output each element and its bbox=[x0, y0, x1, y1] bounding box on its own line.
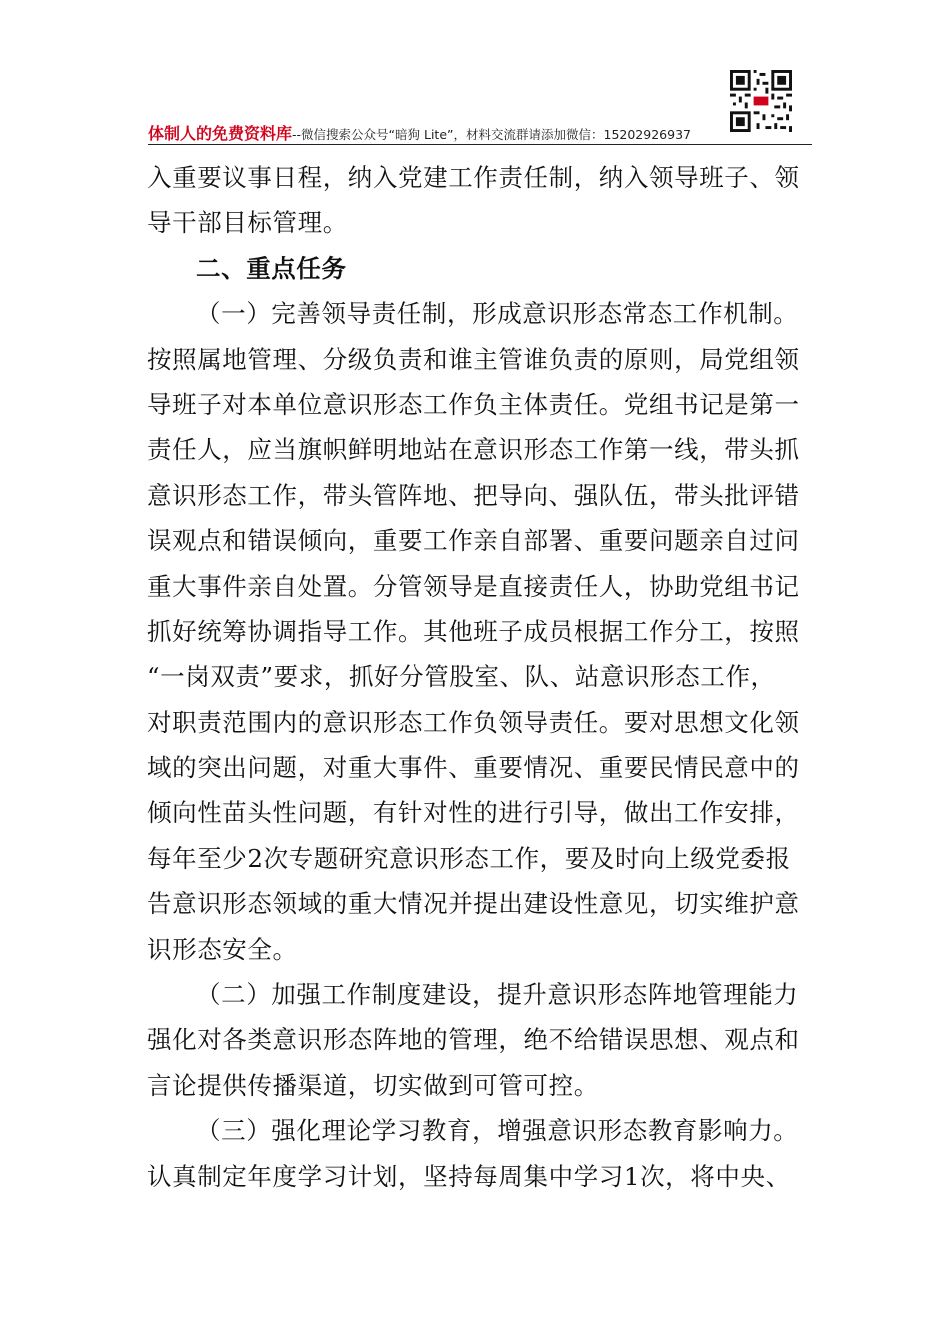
body-line: 入重要议事日程，纳入党建工作责任制，纳入领导班子、领 bbox=[147, 163, 800, 192]
subsection-title: （二）加强工作制度建设，提升意识形态阵地管理能力 bbox=[196, 980, 799, 1010]
body-line: 抓好统筹协调指导工作。其他班子成员根据工作分工，按照 bbox=[147, 616, 800, 646]
body-line: 意识形态工作，带头管阵地、把导向、强队伍，带头批评错 bbox=[147, 480, 800, 510]
brand-title: 体制人的免费资料库 bbox=[148, 124, 293, 143]
body-line: “一岗双责”要求，抓好分管股室、队、站意识形态工作， bbox=[147, 662, 776, 692]
subsection-title: （一）完善领导责任制，形成意识形态常态工作机制。 bbox=[196, 299, 799, 329]
body-line: 认真制定年度学习计划，坚持每周集中学习1次，将中央、 bbox=[147, 1161, 791, 1191]
header-subtitle: --微信搜索公众号“暗狗 Lite”，材料交流群请添加微信：15202926937 bbox=[292, 127, 691, 142]
body-line: 对职责范围内的意识形态工作负领导责任。要对思想文化领 bbox=[147, 707, 800, 737]
body-line: 言论提供传播渠道，切实做到可管可控。 bbox=[147, 1070, 599, 1100]
body-line: 导班子对本单位意识形态工作负主体责任。党组书记是第一 bbox=[147, 389, 800, 419]
body-line: 倾向性苗头性问题，有针对性的进行引导，做出工作安排， bbox=[147, 798, 800, 828]
subsection-title: （三）强化理论学习教育，增强意识形态教育影响力。 bbox=[196, 1116, 799, 1146]
body-line: 按照属地管理、分级负责和谁主管谁负责的原则，局党组领 bbox=[147, 344, 800, 374]
qr-code-icon bbox=[730, 70, 792, 132]
page-header bbox=[148, 70, 812, 142]
body-line: 重大事件亲自处置。分管领导是直接责任人，协助党组书记 bbox=[147, 571, 800, 601]
body-line: 域的突出问题，对重大事件、重要情况、重要民情民意中的 bbox=[147, 753, 800, 783]
body-line: 责任人，应当旗帜鲜明地站在意识形态工作第一线，带头抓 bbox=[147, 435, 800, 465]
section-heading: 二、重点任务 bbox=[196, 253, 347, 283]
body-line: 告意识形态领域的重大情况并提出建设性意见，切实维护意 bbox=[147, 889, 800, 919]
body-line: 强化对各类意识形态阵地的管理，绝不给错误思想、观点和 bbox=[147, 1025, 800, 1055]
header-banner bbox=[148, 121, 691, 144]
header-divider bbox=[148, 144, 812, 145]
body-line: 导干部目标管理。 bbox=[147, 208, 348, 238]
body-line: 识形态安全。 bbox=[147, 934, 298, 964]
body-line: 每年至少2次专题研究意识形态工作，要及时向上级党委报 bbox=[147, 843, 791, 873]
body-line: 误观点和错误倾向，重要工作亲自部署、重要问题亲自过问 bbox=[147, 526, 800, 556]
document-body bbox=[147, 155, 811, 1199]
